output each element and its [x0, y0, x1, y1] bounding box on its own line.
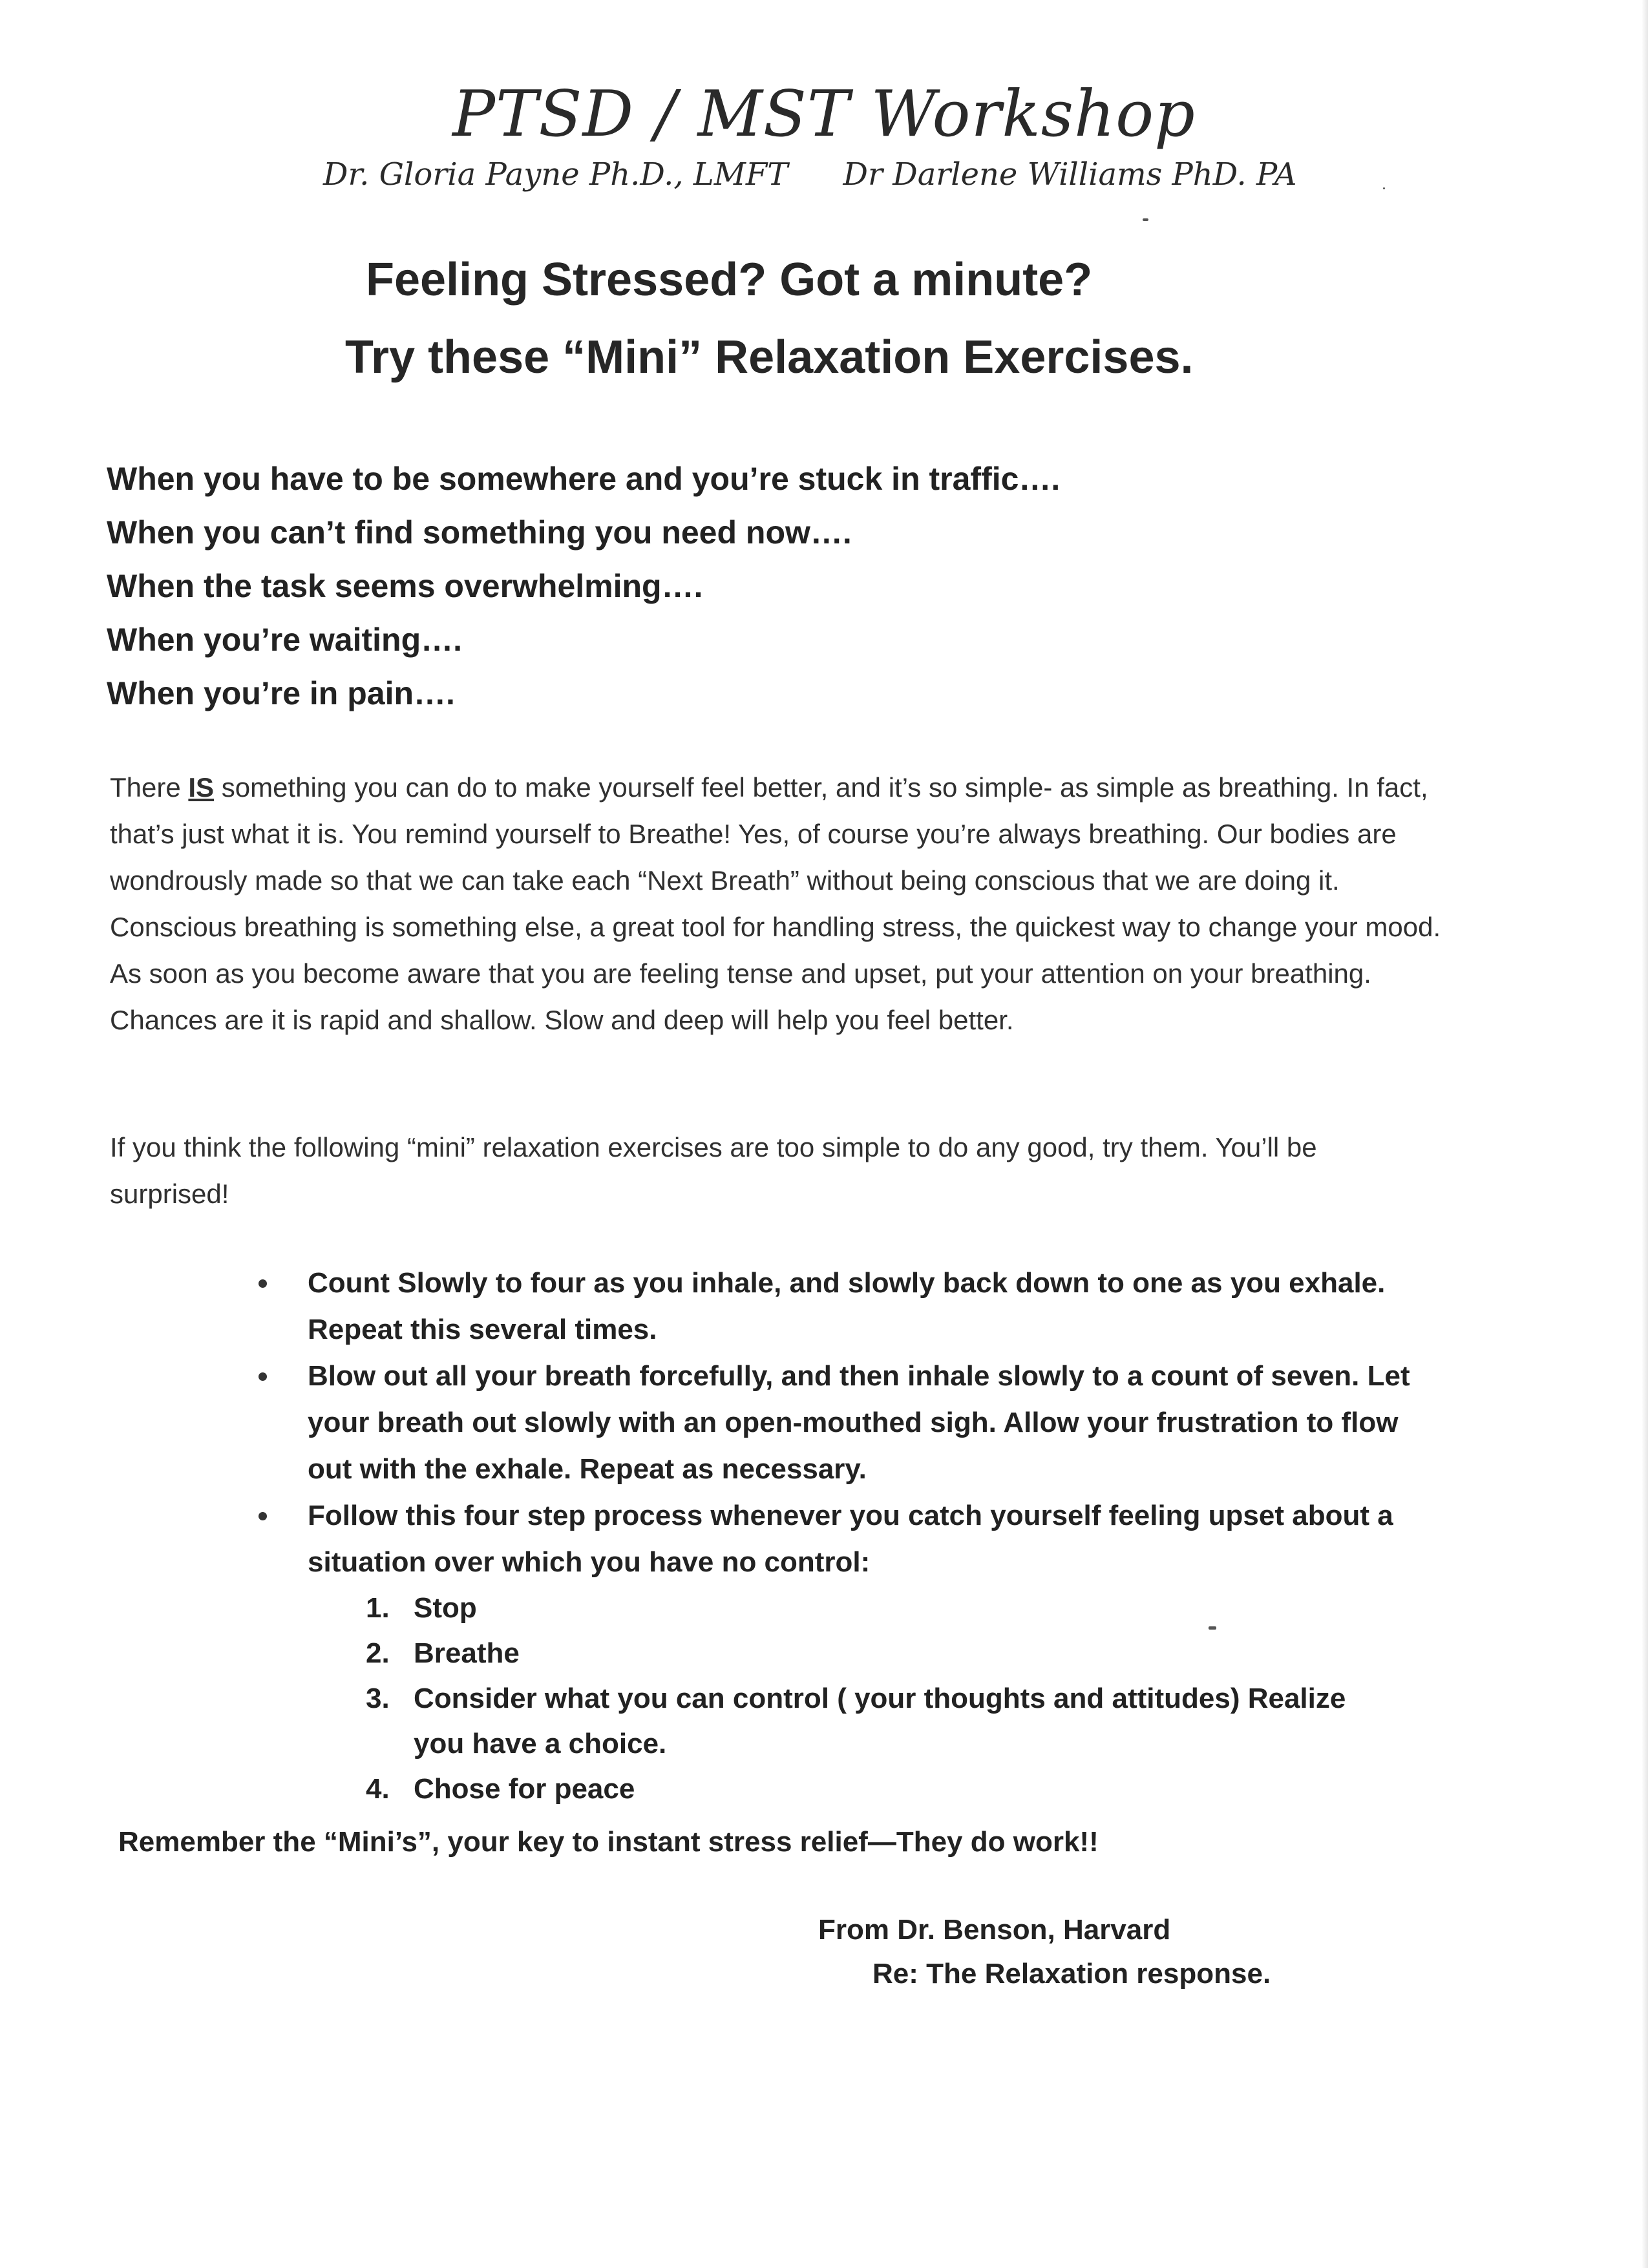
workshop-title: PTSD / MST Workshop — [452, 78, 1196, 151]
headline-line-2: Try these “Mini” Relaxation Exercises. — [345, 331, 1194, 383]
source-line-1: From Dr. Benson, Harvard — [818, 1914, 1171, 1946]
closing-line: Remember the “Mini’s”, your key to instant stress relief—They do work!! — [118, 1826, 1099, 1858]
step-text: Stop — [414, 1592, 477, 1624]
step-text: Consider what you can control ( your thoughts and attitudes) Realize you have a choice. — [414, 1683, 1346, 1759]
exercise-item — [259, 1353, 1422, 1493]
situation-item: When you have to be somewhere and you’re stuck in traffic…. — [107, 461, 1061, 497]
four-step-list — [366, 1586, 1374, 1812]
source-line-2: Re: The Relaxation response. — [872, 1958, 1271, 1990]
intro-emphasis: IS — [188, 772, 215, 803]
bullet-dot-icon — [259, 1279, 267, 1288]
scan-speck — [1383, 187, 1385, 189]
intro-rest: something you can do to make yourself feel better, and it’s so simple- as simple as breathing. In fact, that’s just what it is. You remind yourself to Breathe! Yes, of course you’re always breathing. Our bodies are wondrously made so that we can take each “Next Breath” without being conscious that we are doing it. Conscious breathing is something else, a great tool for handling stress, the quickest way to change your mood. As soon as you become aware that you are feeling tense and upset, put your attention on your breathing. Chances are it is rapid and shallow. Slow and deep will help you feel better. — [110, 772, 1441, 1035]
situations-list — [107, 452, 1528, 720]
author-1: Dr. Gloria Payne Ph.D., LMFT — [323, 156, 788, 193]
step-number: 1. — [366, 1592, 390, 1624]
try-them-paragraph: If you think the following “mini” relaxation exercises are too simple to do any good, try them. You’ll be surprised! — [110, 1132, 1317, 1209]
step-item — [366, 1676, 1374, 1767]
step-item — [366, 1586, 1374, 1631]
authors-line — [323, 156, 1422, 193]
exercise-text: Blow out all your breath forcefully, and then inhale slowly to a count of seven. Let your breath out slowly with an open-mouthed sigh. Allow your frustration to flow out with the exhale. Repeat as necessary. — [308, 1360, 1410, 1485]
exercise-text: Follow this four step process whenever you catch yourself feeling upset about a situation over which you have no control: — [308, 1500, 1393, 1578]
intro-lead: There — [110, 772, 189, 803]
exercise-list — [259, 1260, 1422, 1812]
headline-line-1: Feeling Stressed? Got a minute? — [366, 254, 1093, 306]
step-item — [366, 1631, 1374, 1676]
situation-item: When you’re waiting…. — [107, 622, 463, 658]
scan-edge-shadow — [1642, 0, 1648, 2268]
step-number: 4. — [366, 1773, 390, 1805]
situation-item: When the task seems overwhelming…. — [107, 568, 703, 604]
step-number: 3. — [366, 1683, 390, 1714]
exercise-text: Count Slowly to four as you inhale, and slowly back down to one as you exhale. Repeat this several times. — [308, 1267, 1386, 1345]
situation-item: When you can’t find something you need now…. — [107, 514, 852, 551]
step-number: 2. — [366, 1637, 390, 1669]
exercise-item — [259, 1260, 1422, 1353]
situation-item: When you’re in pain…. — [107, 675, 455, 711]
intro-paragraph — [110, 764, 1461, 1044]
scan-speck — [1209, 1626, 1216, 1630]
step-item — [366, 1767, 1374, 1812]
step-text: Chose for peace — [414, 1773, 635, 1805]
bullet-dot-icon — [259, 1512, 267, 1520]
scan-speck — [1143, 218, 1148, 221]
author-2: Dr Darlene Williams PhD. PA — [843, 156, 1297, 193]
bullet-dot-icon — [259, 1372, 267, 1381]
exercise-item — [259, 1493, 1422, 1812]
step-text: Breathe — [414, 1637, 520, 1669]
